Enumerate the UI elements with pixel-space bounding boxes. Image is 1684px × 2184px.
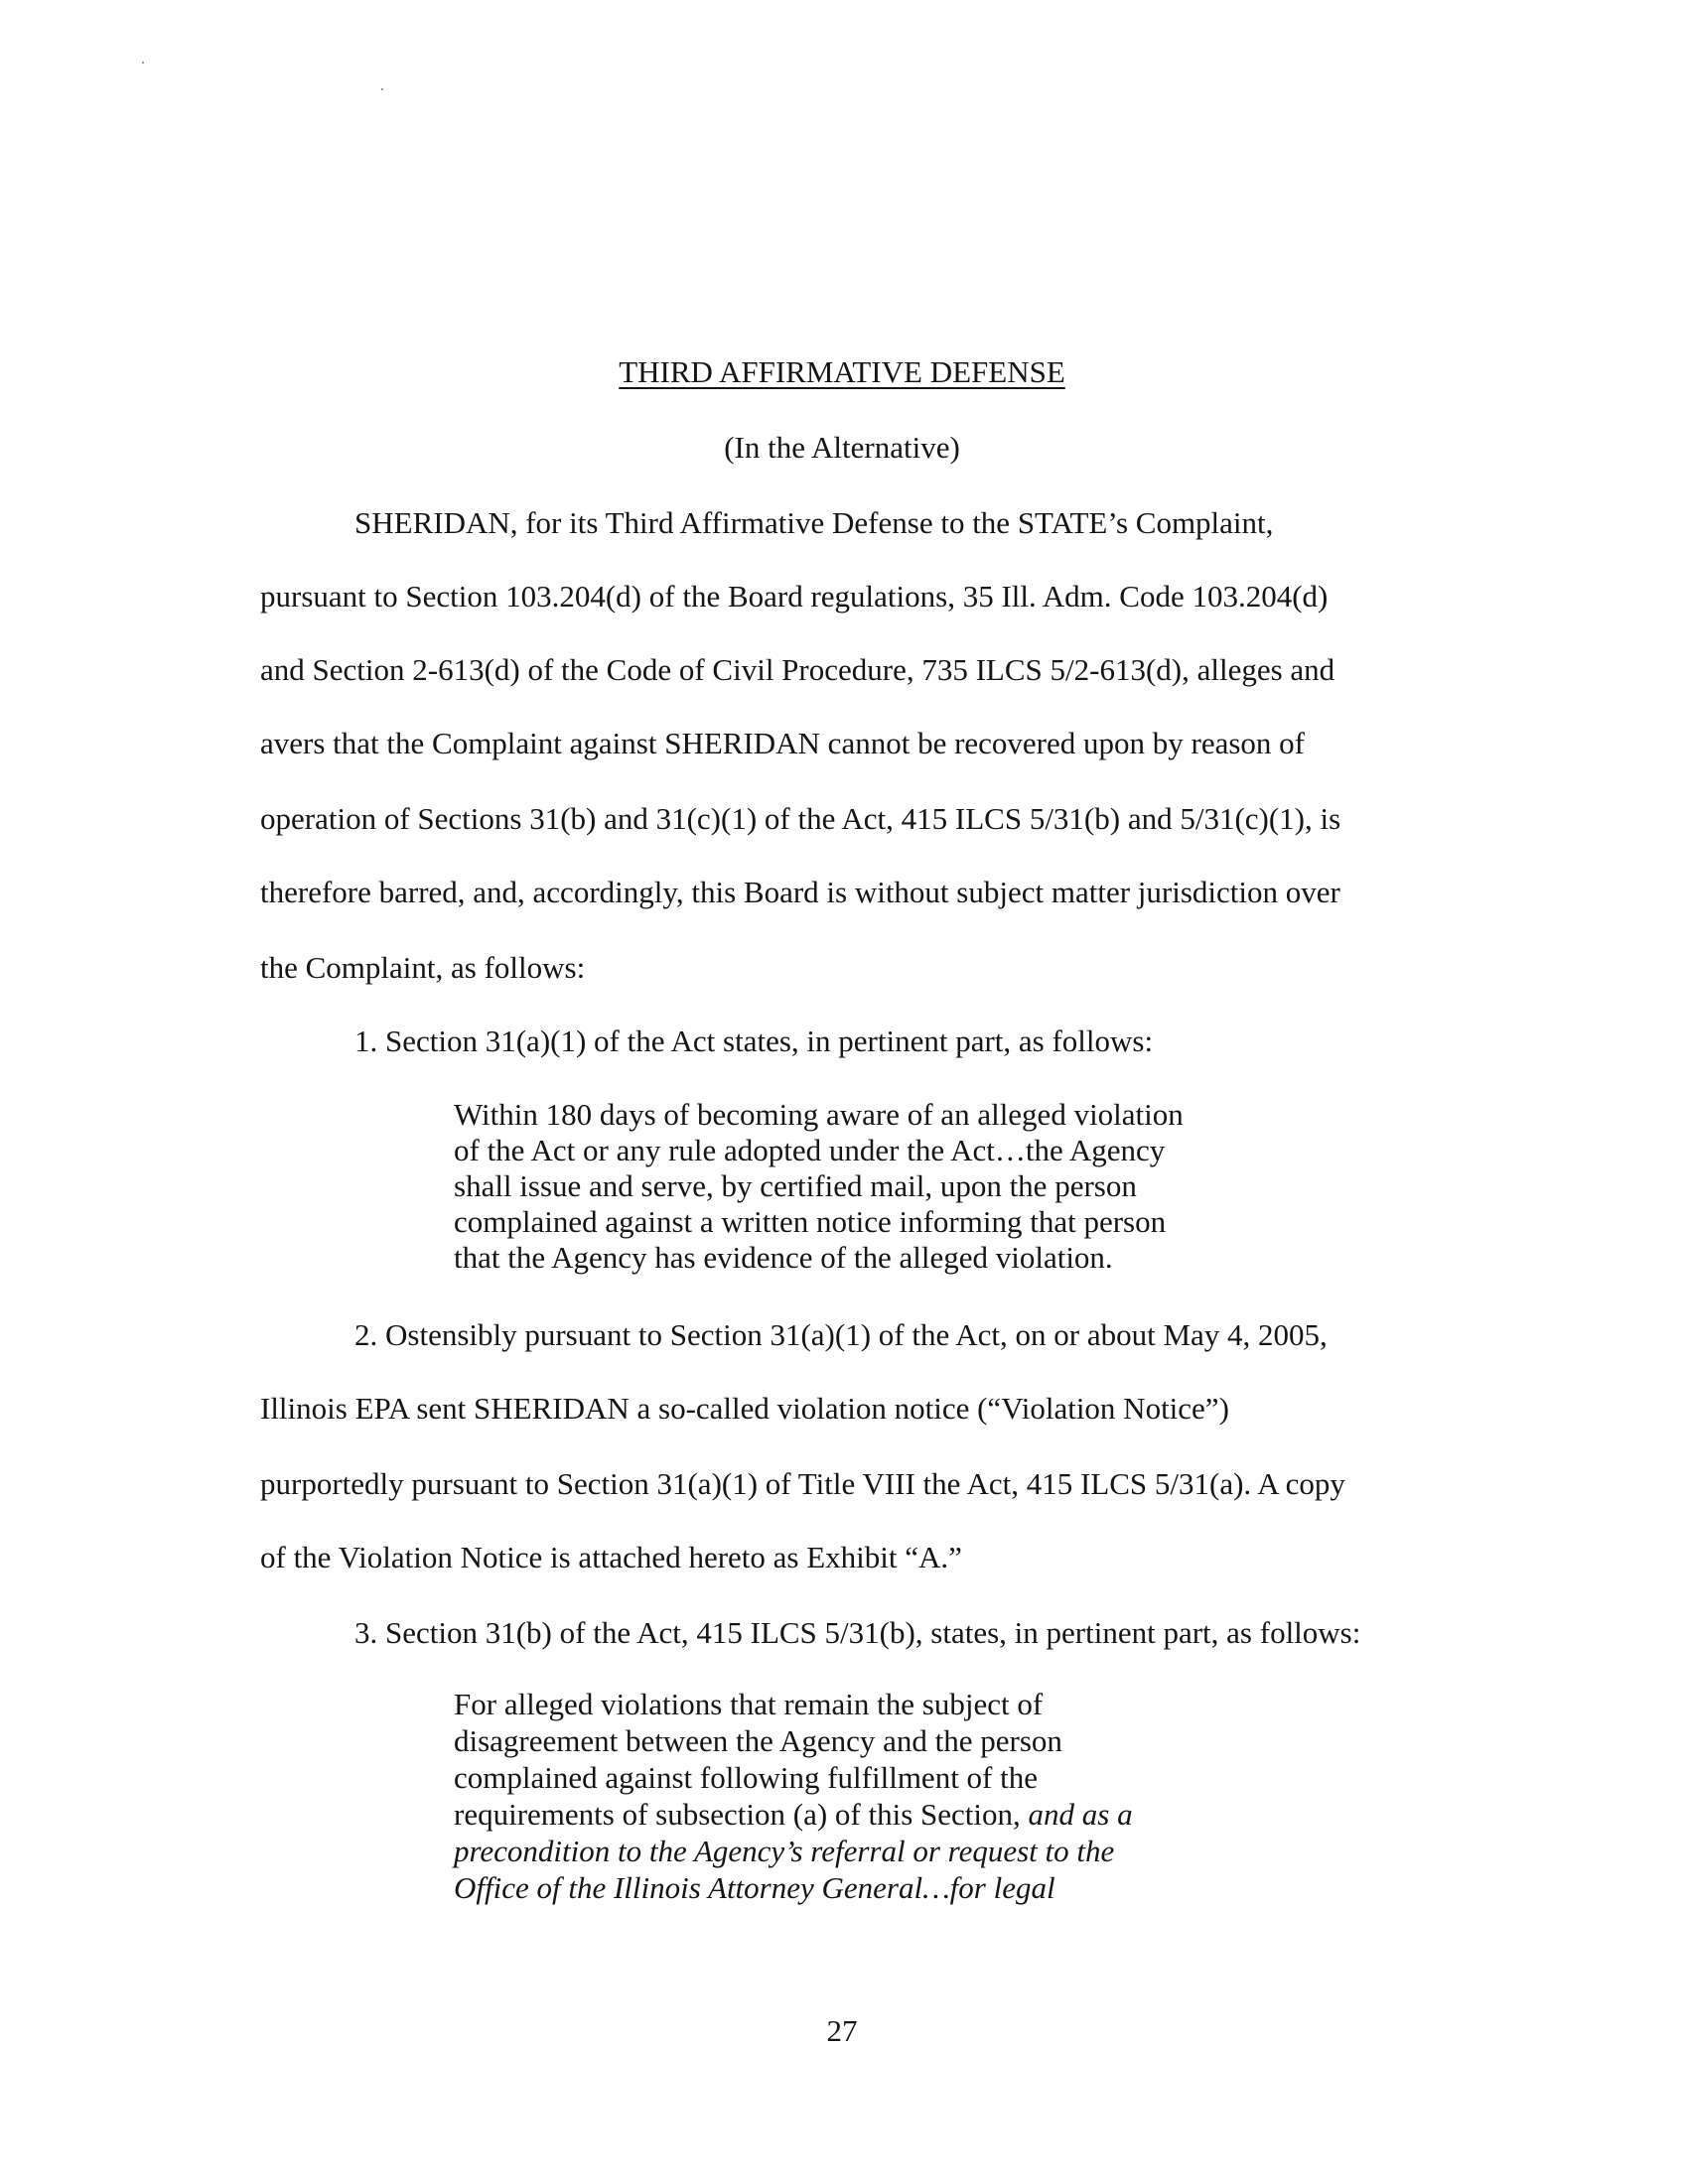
intro-line: SHERIDAN, for its Third Affirmative Defense to the STATE’s Complaint, bbox=[354, 505, 1274, 540]
paragraph-3: 3. Section 31(b) of the Act, 415 ILCS 5/31(b), states, in pertinent part, as follows: bbox=[354, 1615, 1361, 1650]
quote-2-line-emphasis: precondition to the Agency’s referral or request to the bbox=[454, 1834, 1115, 1868]
quote-2-line bbox=[454, 1796, 1133, 1834]
paragraph-1: 1. Section 31(a)(1) of the Act states, in pertinent part, as follows: bbox=[354, 1024, 1154, 1058]
intro-line: avers that the Complaint against SHERIDAN cannot be recovered upon by reason of bbox=[260, 726, 1305, 760]
quote-2-line-plain: requirements of subsection (a) of this Section, bbox=[454, 1797, 1029, 1832]
quote-1-line: Within 180 days of becoming aware of an alleged violation bbox=[454, 1097, 1184, 1132]
quote-2-line: disagreement between the Agency and the person bbox=[454, 1723, 1062, 1758]
intro-line: the Complaint, as follows: bbox=[260, 950, 586, 985]
quote-1-line: that the Agency has evidence of the alleged violation. bbox=[454, 1240, 1113, 1275]
intro-line: pursuant to Section 103.204(d) of the Board regulations, 35 Ill. Adm. Code 103.204(d) bbox=[260, 579, 1329, 614]
paragraph-2-line: of the Violation Notice is attached hereto as Exhibit “A.” bbox=[260, 1540, 962, 1574]
intro-line: and Section 2-613(d) of the Code of Civil Procedure, 735 ILCS 5/2-613(d), alleges and bbox=[260, 652, 1335, 687]
paragraph-2: 2. Ostensibly pursuant to Section 31(a)(1) of the Act, on or about May 4, 2005, bbox=[354, 1317, 1328, 1352]
quote-2-line: For alleged violations that remain the subject of bbox=[454, 1687, 1044, 1721]
quote-1-line: shall issue and serve, by certified mail, upon the person bbox=[454, 1168, 1137, 1203]
scan-speck bbox=[381, 88, 383, 90]
page-number: 27 bbox=[826, 2013, 858, 2048]
paragraph-2-line: purportedly pursuant to Section 31(a)(1) of Title VIII the Act, 415 ILCS 5/31(a). A copy bbox=[260, 1466, 1345, 1501]
section-heading: THIRD AFFIRMATIVE DEFENSE bbox=[619, 354, 1065, 389]
quote-2-line-emphasis: Office of the Illinois Attorney General…for legal bbox=[454, 1870, 1055, 1905]
paragraph-2-line: Illinois EPA sent SHERIDAN a so-called violation notice (“Violation Notice”) bbox=[260, 1391, 1229, 1426]
section-subheading: (In the Alternative) bbox=[724, 430, 960, 465]
quote-2-line: complained against following fulfillment of the bbox=[454, 1760, 1039, 1795]
quote-1-line: of the Act or any rule adopted under the Act…the Agency bbox=[454, 1133, 1166, 1167]
intro-line: therefore barred, and, accordingly, this Board is without subject matter jurisdiction over bbox=[260, 875, 1340, 909]
intro-line: operation of Sections 31(b) and 31(c)(1) of the Act, 415 ILCS 5/31(b) and 5/31(c)(1), is bbox=[260, 801, 1341, 836]
scan-speck bbox=[142, 62, 144, 64]
quote-2-line-emphasis: and as a bbox=[1028, 1797, 1133, 1832]
quote-1-line: complained against a written notice informing that person bbox=[454, 1204, 1167, 1239]
